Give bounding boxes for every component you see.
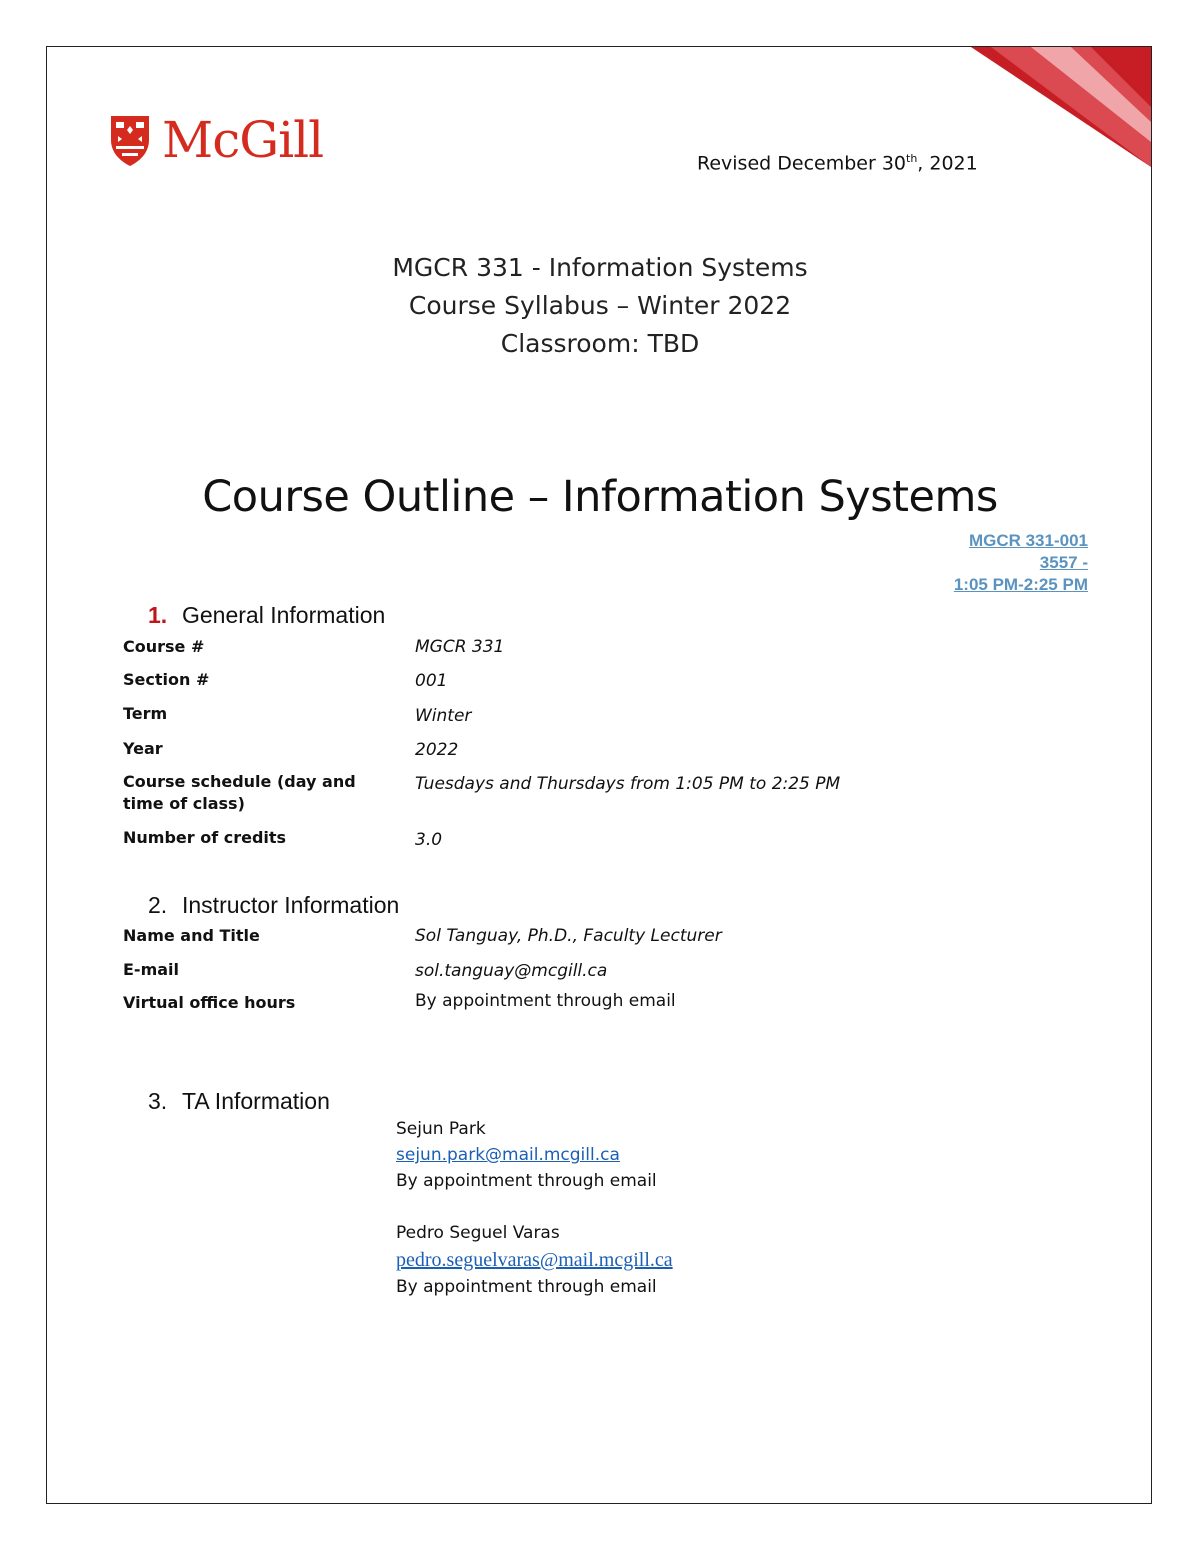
section-link[interactable] (954, 530, 1088, 596)
crest-icon (108, 112, 152, 168)
section-title: General Information (182, 602, 386, 628)
credits-label: Number of credits (123, 828, 287, 847)
corner-decoration (971, 47, 1151, 177)
revised-date-sup: th (906, 152, 918, 165)
section-number: 2. (148, 892, 168, 918)
classroom: Classroom: TBD (500, 329, 700, 358)
course-title: MGCR 331 - Information Systems (392, 253, 808, 282)
year-label: Year (123, 739, 163, 758)
revised-date-suffix: , 2021 (917, 152, 978, 175)
section-link-line1[interactable]: MGCR 331-001 (968, 531, 1088, 550)
section-link-line2[interactable]: 3557 - (1039, 553, 1088, 572)
section-link-line3[interactable]: 1:05 PM-2:25 PM (953, 575, 1088, 594)
instructor-information-heading (148, 892, 399, 919)
ta-hours: By appointment through email (396, 1171, 657, 1191)
course-schedule-value: Tuesdays and Thursdays from 1:05 PM to 2:25 PM (415, 774, 841, 794)
section-title: Instructor Information (182, 892, 400, 918)
section-number-label: Section # (123, 670, 210, 689)
year-value: 2022 (415, 740, 459, 760)
syllabus-term: Course Syllabus – Winter 2022 (408, 291, 792, 320)
outline-title: Course Outline – Information Systems (202, 472, 998, 522)
mcgill-logo (108, 112, 323, 168)
general-information-heading (148, 602, 385, 629)
term-label: Term (123, 704, 168, 723)
ta-email-link[interactable]: sejun.park@mail.mcgill.ca (396, 1145, 620, 1165)
section-title: TA Information (182, 1088, 330, 1114)
ta-name: Sejun Park (396, 1119, 486, 1139)
section-number: 1. (148, 602, 168, 628)
revised-date (697, 152, 978, 174)
term-value: Winter (415, 706, 472, 726)
instructor-name-value: Sol Tanguay, Ph.D., Faculty Lecturer (415, 926, 722, 946)
section-number: 3. (148, 1088, 168, 1114)
course-number-label: Course # (123, 637, 205, 656)
ta-information-heading (148, 1088, 330, 1115)
instructor-name-label: Name and Title (123, 926, 260, 945)
office-hours-value: By appointment through email (415, 991, 676, 1011)
course-schedule-label: Course schedule (day and time of class) (123, 772, 356, 813)
instructor-email-label: E-mail (123, 960, 180, 979)
credits-value: 3.0 (415, 830, 443, 850)
ta-hours: By appointment through email (396, 1277, 657, 1297)
instructor-email-value: sol.tanguay@mcgill.ca (415, 961, 608, 981)
logo-wordmark: McGill (162, 111, 324, 169)
ta-name: Pedro Seguel Varas (396, 1223, 560, 1243)
ta-email-link[interactable]: pedro.seguelvaras@mail.mcgill.ca (396, 1249, 673, 1271)
section-number-value: 001 (415, 671, 448, 691)
office-hours-label: Virtual office hours (123, 993, 296, 1012)
revised-date-prefix: Revised December 30 (697, 152, 906, 175)
course-number-value: MGCR 331 (415, 637, 505, 657)
